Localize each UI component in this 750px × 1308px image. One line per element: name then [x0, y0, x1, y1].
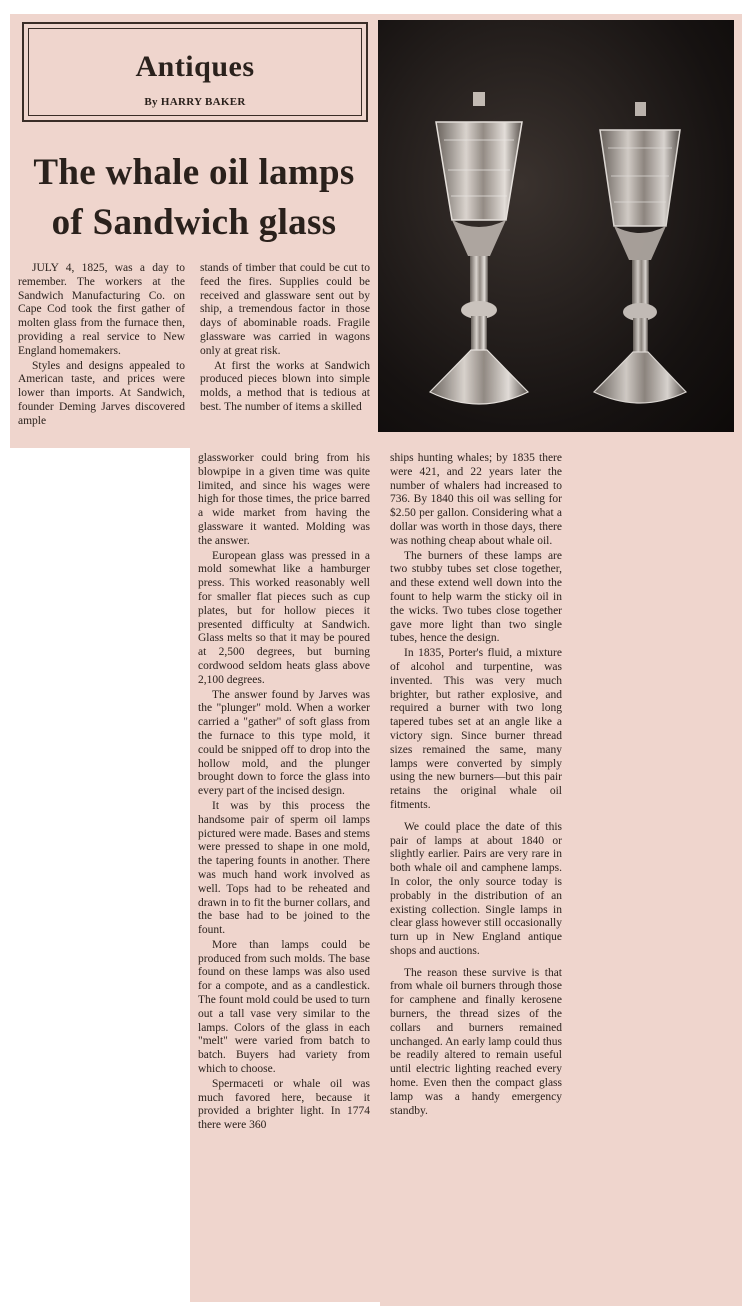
paragraph: The reason these survive is that from whale oil burners through those for camphene and finally kerosene burners, the thread sizes of the collars and burners remained unchanged. An early lamp could thus be readily altered to remain useful until electric lighting reached every home. Even then the compact glass lamp was a handy emergency standby.	[390, 966, 562, 1117]
paragraph: glassworker could bring from his blowpipe in a given time was quite limited, and since his wages were high for those times, the price barred a wide market from having the glassware it wanted. Molding was the answer.	[198, 452, 370, 547]
paragraph: It was by this process the handsome pair of sperm oil lamps pictured were made. Bases and stems were pressed to shape in one mold, the tapering founts in another. There was much hand work involved as well. Tops had to be reheated and drawn in to fit the burner collars, and the base had to be joined to the fount.	[198, 799, 370, 937]
paragraph: stands of timber that could be cut to feed the fires. Supplies could be received and glassware sent out by ship, a tremendous factor in those days of abominable roads. Fragile glassware was carried in wagons only at great risk.	[200, 262, 370, 357]
paragraph: The answer found by Jarves was the "plunger" mold. When a worker carried a "gather" of soft glass from the furnace to this type mold, it could be snipped off to drop into the hollow mold, and the plunger brought down to force the glass into every part of the incised design.	[198, 688, 370, 798]
paragraph: European glass was pressed in a mold somewhat like a hamburger press. This worked reasonably well for smaller flat pieces such as cup plates, but for hollow pieces it presented difficulty at Sandwich. Glass melts so that it may be poured at 2,500 degrees, but burning cordwood seldom heats glass above 2,100 degrees.	[198, 549, 370, 686]
byline: By HARRY BAKER	[144, 96, 246, 108]
article-column-1	[18, 262, 185, 429]
paragraph: ships hunting whales; by 1835 there were 421, and 22 years later the number of whalers had increased to 736. By 1840 this oil was selling for $2.50 per gallon. Considering what a dollar was worth in those days, there was nothing cheap about whale oil.	[390, 452, 562, 547]
right-lamp	[594, 102, 686, 403]
lamps-photo	[378, 20, 734, 432]
article-column-3	[198, 452, 370, 1133]
lamps-illustration	[378, 20, 734, 432]
paragraph: The burners of these lamps are two stubby tubes set close together, and these extend well down into the fount to help warm the sticky oil in the wicks. Two tubes close together gave more light than two single tubes, hence the design.	[390, 549, 562, 645]
column-title: Antiques	[135, 50, 255, 83]
paragraph: In 1835, Porter's fluid, a mixture of alcohol and turpentine, was invented. This was very much brighter, but rather explosive, and required a burner with two long tapered tubes set at an angle like a victory sign. Since burner thread sizes remained the same, many lamps were converted by simply using the new burners—but this pair retains the original whale oil fitments.	[390, 647, 562, 811]
paragraph: Styles and designs appealed to American taste, and prices were lower than imports. At Sandwich, founder Deming Jarves discovered ample	[18, 359, 185, 427]
article-column-2	[200, 262, 370, 415]
article-column-4	[390, 452, 562, 1118]
paragraph: More than lamps could be produced from such molds. The base found on these lamps was also used for a compote, and as a candlestick. The fount mold could be used to turn out a tall vase very similar to the lamps. Colors of the glass in each "melt" were varied from batch to batch. Buyers had variety from which to choose.	[198, 938, 370, 1076]
paragraph: We could place the date of this pair of lamps at about 1840 or slightly earlier. Pairs are very rare in both whale oil and camphene lamps. In color, the only source today is probably in the distribution of an existing collection. Single lamps in clear glass however still occasionally turn up in New England antique shops and auctions.	[390, 820, 562, 957]
left-lamp	[430, 92, 528, 404]
paragraph: Spermaceti or whale oil was much favored here, because it provided a brighter light. In 1774 there were 360	[198, 1077, 370, 1132]
paragraph: JULY 4, 1825, was a day to remember. The workers at the Sandwich Manufacturing Co. on Cape Cod took the first gather of molten glass from the furnace then, providing a real service to New England homemakers.	[18, 262, 185, 357]
column-header-box	[22, 22, 368, 122]
headline: The whale oil lamps of Sandwich glass	[33, 152, 355, 243]
paragraph: At first the works at Sandwich produced pieces blown into simple molds, a method that is tedious at best. The number of items a skilled	[200, 359, 370, 413]
